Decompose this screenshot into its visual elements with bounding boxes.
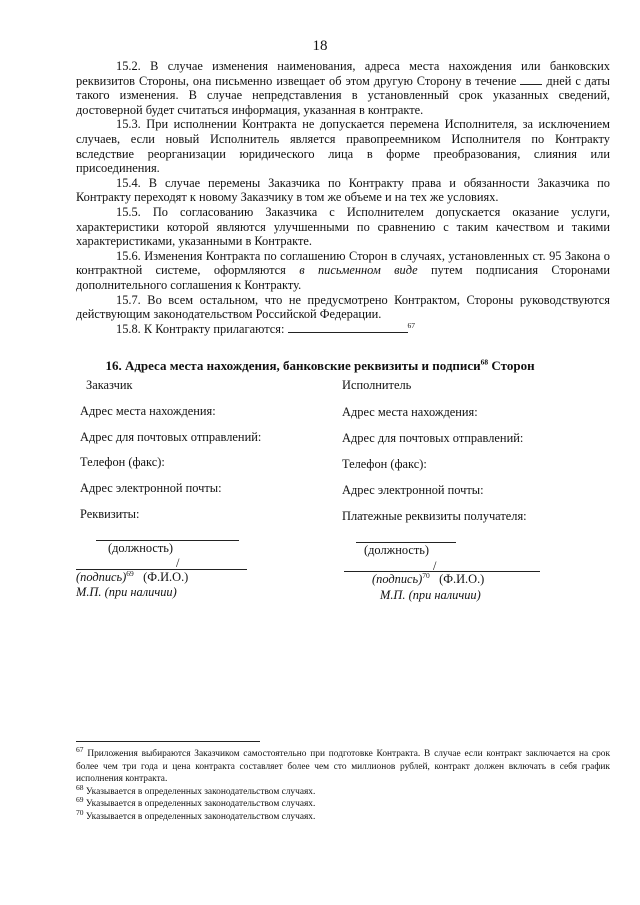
footnote-70 [76,807,610,824]
customer-position-label: (должность) [108,541,174,555]
clause-15-2-text-b: дней с даты такого изменения. В случае непредставления в установленный срок указанных сведений, достоверной будет считаться информация, указанная в контракте. [76,73,610,117]
clause-15-2 [76,59,610,117]
section-15-clauses [76,59,610,336]
footnote-ref-68: 68 [480,357,489,367]
footnote-68 [76,782,610,799]
contractor-signature-label: (подпись) [372,572,423,586]
contractor-slash: / [433,559,437,573]
section-16-title-text: 16. Адреса места нахождения, банковские реквизиты и подписи [105,358,481,373]
contractor-postal-label: Адрес для почтовых отправлений: [342,431,524,445]
contractor-title: Исполнитель [342,378,412,392]
customer-postal-label: Адрес для почтовых отправлений: [80,430,262,444]
contractor-position-label: (должность) [364,543,430,557]
customer-signature-caption [76,570,188,585]
customer-requisites-label: Реквизиты: [80,507,140,521]
clause-15-6 [76,249,610,293]
customer-slash: / [176,556,180,570]
footnote-ref-70: 70 [422,570,430,580]
attachments-blank [288,322,408,333]
section-16-title-end: Сторон [491,358,535,373]
clause-15-5: 15.5. По согласованию Заказчика с Исполнителем допускается оказание услуги, характеристики которой являются улучшенными по сравнению с таким качеством и такими характеристиками, указанными в Контракте. [76,204,610,249]
footnote-text-70: Указывается в определенных законодательством случаях. [85,811,316,822]
contractor-stamp: М.П. (при наличии) [380,588,481,602]
contractor-signature-caption [372,572,484,587]
customer-signature-label: (подпись) [76,570,127,584]
footnote-ref-69: 69 [126,568,134,578]
footnote-number-67: 67 [76,744,84,754]
days-blank [520,74,542,85]
contractor-fio-label: (Ф.И.О.) [439,572,485,586]
page-number: 18 [312,38,328,54]
footnote-text-69: Указывается в определенных законодательством случаях. [85,799,316,810]
contractor-phone-label: Телефон (факс): [342,457,427,471]
footnote-number-70: 70 [76,807,84,817]
footnote-67 [76,744,611,786]
footnote-text-68: Указывается в определенных законодательством случаях. [85,786,316,797]
clause-15-8 [76,322,610,337]
footnote-divider [76,741,260,742]
customer-title: Заказчик [86,378,133,392]
footnote-text-67: Приложения выбираются Заказчиком самостоятельно при подготовке Контракта. В случае если контракт заключается на срок более чем три года и цена контракта составляет более чем сто миллионов рублей, контракт должен включать в себя график исполнения контракта. [76,749,611,785]
customer-stamp: М.П. (при наличии) [76,585,177,599]
clause-15-2-text-a: 15.2. В случае изменения наименования, адреса места нахождения или банковских реквизитов Стороны, она письменно извещает об этом другую Сторону в течение [76,59,610,88]
footnotes [76,744,611,824]
footnote-ref-67: 67 [407,320,416,330]
customer-fio-label: (Ф.И.О.) [143,570,189,584]
clause-15-6-text-a: 15.6. Изменения Контракта по соглашению Сторон в случаях, установленных ст. 95 Закона о контрактной системе, оформляются [76,248,610,278]
customer-email-label: Адрес электронной почты: [80,481,222,495]
footnote-69 [76,795,610,811]
customer-address-label: Адрес места нахождения: [80,404,216,418]
clause-15-8-text: 15.8. К Контракту прилагаются: [116,321,285,336]
contractor-requisites-label: Платежные реквизиты получателя: [342,509,527,523]
footnote-number-69: 69 [76,795,84,805]
customer-phone-label: Телефон (факс): [80,455,165,469]
clause-15-4: 15.4. В случае перемены Заказчика по Контракту права и обязанности Заказчика по Контракту переходят к новому Заказчику в том же объеме и на тех же условиях. [76,175,610,205]
contractor-email-label: Адрес электронной почты: [342,483,484,497]
clause-15-3: 15.3. При исполнении Контракта не допускается перемена Исполнителя, за исключением случаев, если новый Исполнитель является правопреемником Исполнителя по Контракту вследствие реорганизации юридического лица в форме преобразования, слияния или присоединения. [76,117,610,176]
clause-15-7: 15.7. Во всем остальном, что не предусмотрено Контрактом, Стороны руководствуются действующим законодательством Российской Федерации. [76,292,610,322]
clause-15-6-text-b: путем подписания Сторонами дополнительного соглашения к Контракту. [76,263,610,292]
footnote-number-68: 68 [76,782,84,792]
contractor-address-label: Адрес места нахождения: [342,405,478,419]
clause-15-6-emphasis: в письменном виде [299,263,418,278]
section-16-title [0,358,640,374]
